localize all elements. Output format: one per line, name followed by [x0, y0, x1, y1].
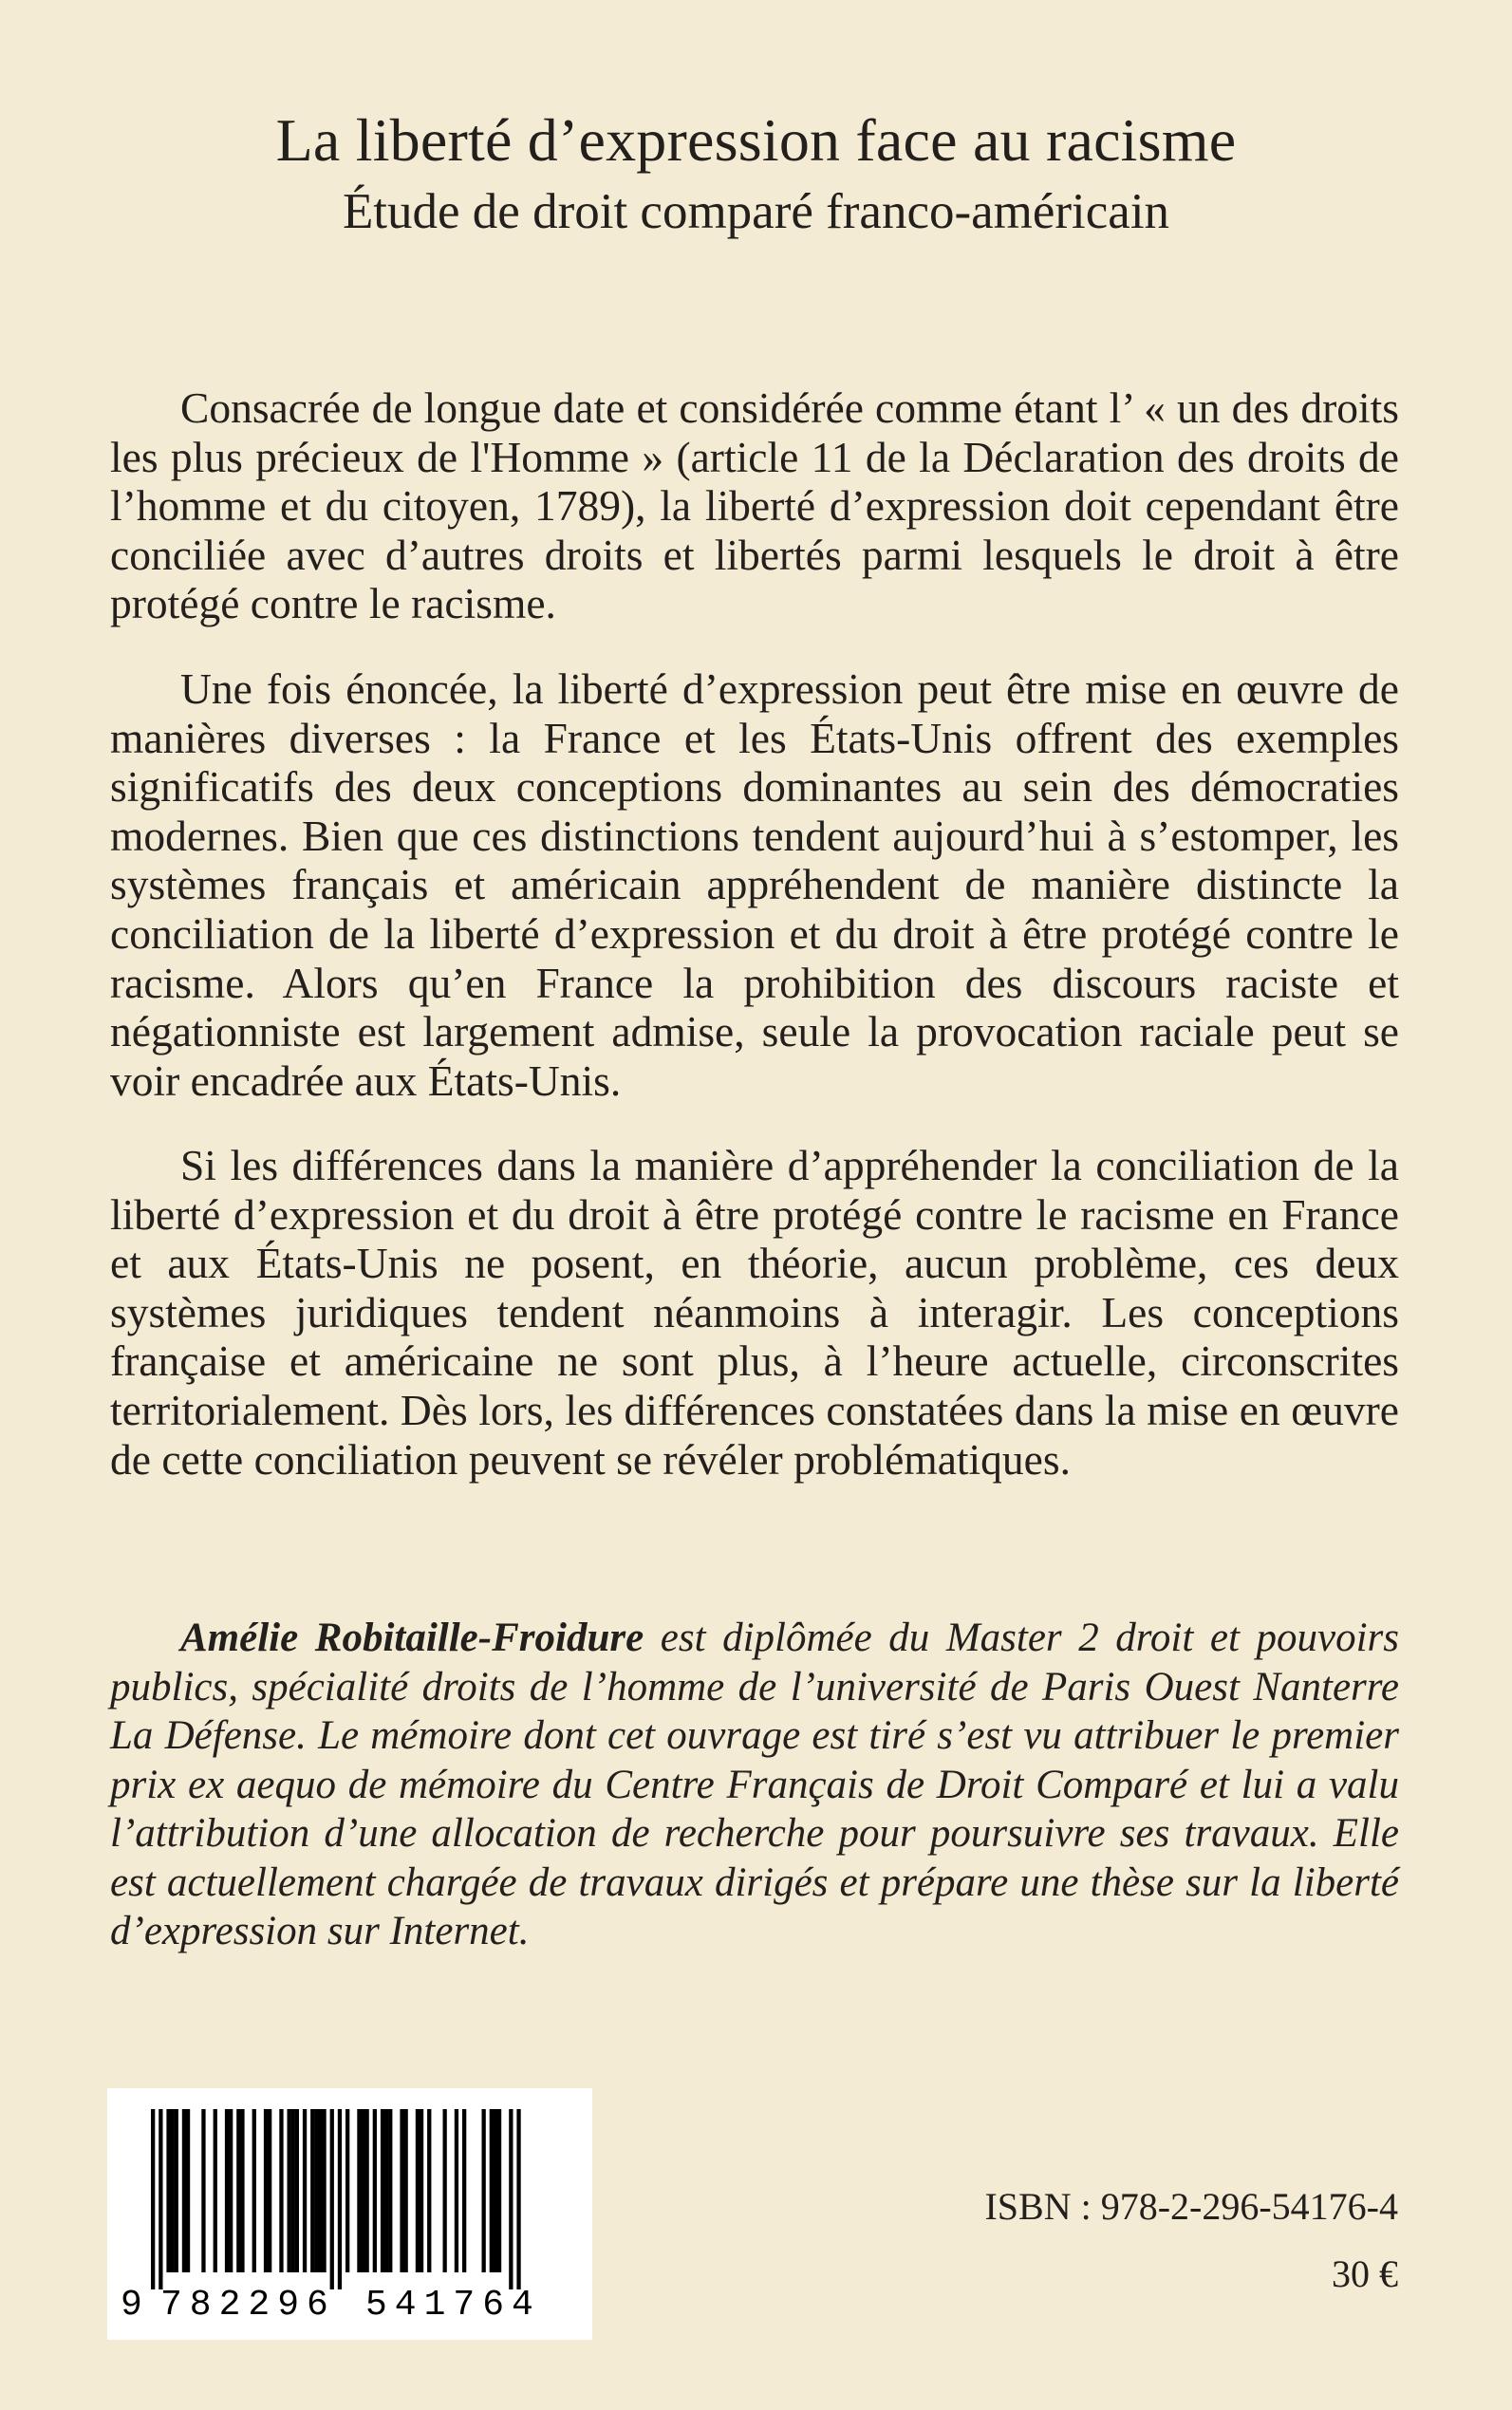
barcode-bar [182, 2109, 186, 2272]
barcode-bar [490, 2109, 494, 2272]
barcode-bar [455, 2109, 458, 2272]
barcode-bar [338, 2109, 342, 2289]
barcode-bar [330, 2109, 334, 2289]
barcode-bar [166, 2109, 170, 2272]
barcode-bar [400, 2109, 403, 2272]
barcode-bar [345, 2109, 349, 2272]
barcode-bar [310, 2109, 314, 2272]
barcode-bar [264, 2109, 268, 2272]
summary-paragraph-1 [110, 383, 1399, 628]
barcode-bar [201, 2109, 205, 2272]
barcode-bar [279, 2109, 283, 2272]
isbn-label: ISBN : 978-2-296-54176-4 [984, 2185, 1398, 2228]
barcode-left-digits: 782296 [160, 2285, 336, 2326]
barcode-bar [494, 2109, 497, 2272]
summary-text: Si les différences dans la manière d’appréhender la conciliation de la liberté d’expression et du droit à être protégé contre le racisme en France et aux États-Unis ne posent, en théorie, aucun problème, ces deux systèmes juridiques tendent néanmoins à interagir. Les conceptions française et américaine ne sont plus, à l’heure actuelle, circonscrites territorialement. Dès lors, les différences constatées dans la mise en œuvre de cette conciliation peuvent se révéler problématiques. [110, 1141, 1399, 1484]
barcode-bar [361, 2109, 364, 2272]
barcode-bar [420, 2109, 423, 2272]
barcode-bar [268, 2109, 271, 2272]
barcode-bars [151, 2109, 521, 2289]
summary-text: Une fois énoncée, la liberté d’expression peut être mise en œuvre de manières diverses : la France et les États-Unis offrent des exemples significatifs des deux conceptions dominantes au sein des démocraties modernes. Bien que ces distinctions tendent aujourd’hui à s’estomper, les systèmes français et américain appréhendent de manière distincte la conciliation de la liberté d’expression et du droit à être protégé contre le racisme. Alors qu’en France la prohibition des discours raciste et négationniste est largement admise, seule la provocation raciale peut se voir encadrée aux États-Unis. [110, 664, 1399, 1105]
barcode-bar [322, 2109, 326, 2272]
barcode-bar [291, 2109, 295, 2272]
barcode-bar [388, 2109, 392, 2272]
price-label: 30 € [1332, 2252, 1398, 2295]
summary-paragraph-3 [110, 1141, 1399, 1484]
barcode-bar [236, 2109, 240, 2272]
barcode-bar [381, 2109, 384, 2272]
book-title: La liberté d’expression face au racisme [275, 106, 1237, 174]
barcode-graphic [107, 2088, 592, 2340]
summary-paragraph-2 [110, 664, 1399, 1105]
barcode-bar [159, 2109, 162, 2289]
barcode-bar [303, 2109, 307, 2272]
barcode-bar [151, 2109, 155, 2289]
author-bio [110, 1614, 1399, 1956]
barcode-bar [482, 2109, 486, 2272]
barcode-bar [229, 2109, 233, 2272]
barcode-first-digit: 9 [121, 2285, 142, 2326]
barcode-bar [384, 2109, 388, 2272]
barcode-bar [427, 2109, 431, 2272]
barcode-bar [171, 2109, 175, 2272]
barcode-bar [462, 2109, 466, 2272]
author-bio-text: est diplômée du Master 2 droit et pouvoirs publics, spécialité droits de l’homme de l’université de Paris Ouest Nanterre La Défense. Le mémoire dont cet ouvrage est tiré s’est vu attribuer le premier prix ex aequo de mémoire du Centre Français de Droit Comparé et lui a valu l’attribution d’une allocation de recherche pour poursuivre ses travaux. Elle est actuellement chargée de travaux dirigés et prépare une thèse sur la liberté d’expression sur Internet. [110, 1616, 1399, 1953]
barcode-bar [240, 2109, 244, 2272]
barcode-bar [365, 2109, 369, 2272]
barcode-bar [318, 2109, 322, 2272]
barcode-bar [416, 2109, 420, 2272]
barcode-bar [357, 2109, 361, 2272]
barcode-bar [214, 2109, 217, 2272]
barcode-bar [516, 2109, 520, 2289]
barcode-bar [288, 2109, 291, 2272]
barcode-right-digits: 541764 [365, 2285, 541, 2326]
barcode-bar [252, 2109, 256, 2272]
barcode-bar [373, 2109, 377, 2272]
barcode [107, 2088, 592, 2340]
barcode-bar [225, 2109, 229, 2272]
summary-text: Consacrée de longue date et considérée comme étant l’ « un des droits les plus précieux de l'Homme » (article 11 de la Déclaration des droits de l’homme et du citoyen, 1789), la liberté d’expression doit cependant être conciliée avec d’autres droits et libertés parmi lesquels le droit à être protégé contre le racisme. [110, 383, 1399, 628]
barcode-bar [443, 2109, 447, 2272]
barcode-bar [404, 2109, 408, 2272]
author-name: Amélie Robitaille-Froidure [180, 1616, 644, 1660]
barcode-bar [509, 2109, 513, 2289]
barcode-bar [295, 2109, 299, 2272]
barcode-bar [175, 2109, 178, 2272]
barcode-bar [186, 2109, 190, 2272]
book-subtitle: Étude de droit comparé franco-américain [342, 184, 1170, 239]
barcode-bar [314, 2109, 318, 2272]
barcode-bar [497, 2109, 501, 2272]
